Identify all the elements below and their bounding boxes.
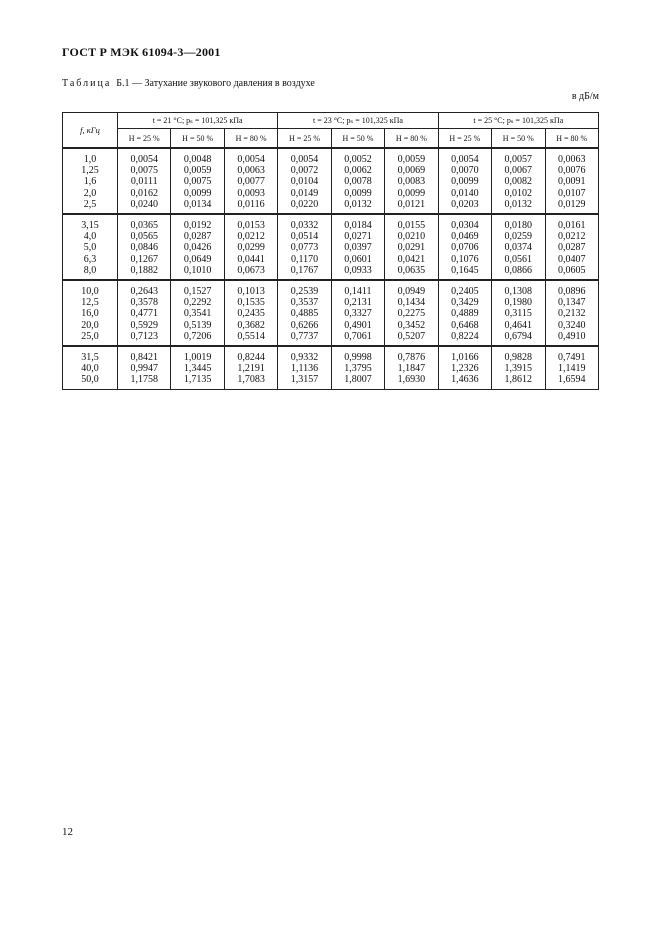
- frequency-cell: [63, 214, 118, 280]
- condition-header: t = 21 °С; pₛ = 101,325 кПа: [118, 113, 278, 129]
- attenuation-value: 0,0121: [397, 198, 426, 210]
- frequency-value: 20,0: [81, 319, 99, 331]
- page-number: 12: [62, 826, 73, 838]
- frequency-value: 25,0: [81, 330, 99, 342]
- attenuation-value: 0,0099: [344, 187, 372, 199]
- attenuation-value: 0,7737: [290, 330, 319, 342]
- attenuation-value: 0,3452: [397, 319, 426, 331]
- frequency-value: 31,5: [81, 352, 99, 364]
- attenuation-value: 0,0059: [397, 154, 426, 165]
- attenuation-value: 0,0933: [344, 264, 372, 276]
- frequency-group: [63, 346, 599, 389]
- attenuation-value: 0,2435: [237, 308, 265, 320]
- attenuation-value: 1,0019: [183, 352, 212, 364]
- attenuation-value: 0,1010: [183, 264, 212, 276]
- attenuation-value: 1,2326: [451, 363, 479, 375]
- attenuation-value: 1,1758: [130, 374, 158, 386]
- attenuation-value: 0,0063: [237, 165, 265, 177]
- attenuation-value: 0,4889: [451, 308, 479, 320]
- attenuation-value: 0,0132: [344, 198, 372, 210]
- attenuation-value: 0,0212: [237, 231, 265, 243]
- attenuation-value: 1,2191: [237, 363, 265, 375]
- attenuation-cell: [171, 280, 224, 346]
- humidity-header: H = 25 %: [118, 129, 171, 149]
- attenuation-value: 0,0240: [130, 198, 158, 210]
- frequency-group: [63, 214, 599, 280]
- attenuation-value: 1,6594: [558, 374, 586, 386]
- attenuation-value: 0,0078: [344, 176, 372, 188]
- attenuation-value: 0,0565: [130, 231, 158, 243]
- attenuation-value: 0,7061: [344, 330, 372, 342]
- attenuation-value: 0,5207: [397, 330, 426, 342]
- condition-header: t = 23 °С; pₛ = 101,325 кПа: [278, 113, 438, 129]
- attenuation-value: 0,3429: [451, 297, 479, 309]
- attenuation-value: 0,1434: [397, 297, 426, 309]
- attenuation-value: 0,0407: [558, 253, 586, 265]
- attenuation-value: 0,0054: [237, 154, 265, 165]
- attenuation-value: 1,1136: [290, 363, 319, 375]
- attenuation-value: 0,0271: [344, 231, 372, 243]
- attenuation-cell: [331, 280, 384, 346]
- attenuation-value: 0,1347: [558, 297, 586, 309]
- humidity-header: H = 50 %: [171, 129, 224, 149]
- attenuation-value: 0,0866: [504, 264, 533, 276]
- table-row: [63, 214, 599, 280]
- humidity-header: H = 80 %: [545, 129, 599, 149]
- attenuation-value: 0,0069: [397, 165, 426, 177]
- attenuation-value: 1,1847: [397, 363, 426, 375]
- attenuation-value: 0,1267: [130, 253, 158, 265]
- attenuation-cell: [385, 148, 438, 214]
- attenuation-value: 0,0365: [130, 220, 158, 232]
- attenuation-cell: [492, 346, 545, 389]
- attenuation-value: 0,4771: [130, 308, 158, 320]
- attenuation-value: 0,5139: [183, 319, 212, 331]
- frequency-value: 3,15: [81, 220, 99, 232]
- attenuation-value: 0,0287: [183, 231, 212, 243]
- attenuation-value: 0,0059: [183, 165, 212, 177]
- attenuation-value: 0,0063: [558, 154, 586, 165]
- attenuation-value: 0,5929: [130, 319, 158, 331]
- attenuation-cell: [385, 280, 438, 346]
- frequency-value: 6,3: [83, 253, 97, 265]
- attenuation-cell: [118, 346, 171, 389]
- attenuation-value: 0,0052: [344, 154, 372, 165]
- attenuation-value: 0,6266: [290, 319, 319, 331]
- humidity-header: H = 50 %: [331, 129, 384, 149]
- attenuation-value: 0,4901: [344, 319, 372, 331]
- attenuation-value: 0,4641: [504, 319, 533, 331]
- frequency-cell: [63, 280, 118, 346]
- attenuation-value: 0,9998: [344, 352, 372, 364]
- attenuation-value: 0,0220: [290, 198, 319, 210]
- table-caption-prefix: Таблица: [62, 78, 112, 89]
- attenuation-value: 0,0469: [451, 231, 479, 243]
- frequency-value: 16,0: [81, 308, 99, 320]
- attenuation-value: 0,4910: [558, 330, 586, 342]
- attenuation-value: 0,0299: [237, 242, 265, 254]
- attenuation-value: 0,2292: [183, 297, 212, 309]
- attenuation-value: 0,9828: [504, 352, 533, 364]
- attenuation-value: 0,7876: [397, 352, 426, 364]
- attenuation-value: 0,0605: [558, 264, 586, 276]
- frequency-group: [63, 280, 599, 346]
- attenuation-value: 0,0077: [237, 176, 265, 188]
- attenuation-value: 1,7135: [183, 374, 212, 386]
- attenuation-value: 0,2405: [451, 286, 479, 298]
- attenuation-value: 1,0166: [451, 352, 479, 364]
- attenuation-value: 0,0102: [504, 187, 533, 199]
- attenuation-value: 1,3157: [290, 374, 319, 386]
- frequency-value: 1,25: [81, 165, 99, 177]
- attenuation-cell: [545, 148, 599, 214]
- table-row: [63, 280, 599, 346]
- attenuation-value: 0,0057: [504, 154, 533, 165]
- attenuation-value: 0,3578: [130, 297, 158, 309]
- attenuation-value: 0,1535: [237, 297, 265, 309]
- attenuation-value: 0,1767: [290, 264, 319, 276]
- attenuation-value: 0,0561: [504, 253, 533, 265]
- frequency-value: 5,0: [83, 242, 97, 254]
- attenuation-value: 0,1882: [130, 264, 158, 276]
- attenuation-value: 0,0075: [183, 176, 212, 188]
- attenuation-value: 0,0203: [451, 198, 479, 210]
- frequency-value: 40,0: [81, 363, 99, 375]
- attenuation-value: 0,0099: [183, 187, 212, 199]
- frequency-value: 1,0: [83, 154, 97, 165]
- attenuation-cell: [224, 346, 277, 389]
- humidity-header: H = 25 %: [438, 129, 491, 149]
- attenuation-cell: [278, 214, 331, 280]
- attenuation-cell: [545, 280, 599, 346]
- attenuation-value: 0,7206: [183, 330, 212, 342]
- attenuation-cell: [278, 346, 331, 389]
- attenuation-value: 0,2643: [130, 286, 158, 298]
- attenuation-value: 0,0072: [290, 165, 319, 177]
- attenuation-value: 0,1076: [451, 253, 479, 265]
- attenuation-value: 0,8421: [130, 352, 158, 364]
- attenuation-cell: [545, 214, 599, 280]
- attenuation-value: 0,1170: [290, 253, 319, 265]
- attenuation-value: 0,0091: [558, 176, 586, 188]
- frequency-value: 2,0: [83, 187, 97, 199]
- attenuation-value: 0,8224: [451, 330, 479, 342]
- attenuation-value: 0,0397: [344, 242, 372, 254]
- attenuation-value: 0,0649: [183, 253, 212, 265]
- attenuation-cell: [118, 280, 171, 346]
- attenuation-value: 0,0099: [451, 176, 479, 188]
- attenuation-value: 0,1645: [451, 264, 479, 276]
- attenuation-value: 0,1527: [183, 286, 212, 298]
- attenuation-cell: [331, 148, 384, 214]
- attenuation-value: 0,0116: [237, 198, 265, 210]
- attenuation-value: 0,0192: [183, 220, 212, 232]
- attenuation-value: 0,0287: [558, 242, 586, 254]
- table-row: [63, 148, 599, 214]
- attenuation-value: 0,0846: [130, 242, 158, 254]
- attenuation-cell: [438, 346, 491, 389]
- attenuation-value: 0,0259: [504, 231, 533, 243]
- attenuation-value: 0,0949: [397, 286, 426, 298]
- attenuation-value: 0,0132: [504, 198, 533, 210]
- attenuation-value: 0,0067: [504, 165, 533, 177]
- humidity-header: H = 50 %: [492, 129, 545, 149]
- attenuation-value: 0,0140: [451, 187, 479, 199]
- attenuation-value: 0,9332: [290, 352, 319, 364]
- attenuation-value: 0,0153: [237, 220, 265, 232]
- attenuation-value: 0,0104: [290, 176, 319, 188]
- attenuation-value: 0,0426: [183, 242, 212, 254]
- attenuation-value: 0,0107: [558, 187, 586, 199]
- attenuation-cell: [492, 280, 545, 346]
- attenuation-value: 0,1980: [504, 297, 533, 309]
- attenuation-value: 0,0421: [397, 253, 426, 265]
- attenuation-cell: [171, 346, 224, 389]
- attenuation-value: 0,0161: [558, 220, 586, 232]
- attenuation-value: 1,4636: [451, 374, 479, 386]
- attenuation-value: 0,0773: [290, 242, 319, 254]
- attenuation-value: 0,0332: [290, 220, 319, 232]
- attenuation-value: 0,0162: [130, 187, 158, 199]
- table-row: [63, 346, 599, 389]
- attenuation-value: 0,0514: [290, 231, 319, 243]
- attenuation-cell: [118, 214, 171, 280]
- frequency-value: 50,0: [81, 374, 99, 386]
- attenuation-cell: [492, 214, 545, 280]
- attenuation-value: 0,2131: [344, 297, 372, 309]
- table-caption-text: Б.1 — Затухание звукового давления в воздухе: [116, 78, 315, 89]
- attenuation-cell: [385, 214, 438, 280]
- attenuation-value: 0,3682: [237, 319, 265, 331]
- frequency-value: 2,5: [83, 198, 97, 210]
- attenuation-value: 0,0706: [451, 242, 479, 254]
- attenuation-value: 1,7083: [237, 374, 265, 386]
- attenuation-value: 0,0180: [504, 220, 533, 232]
- attenuation-value: 0,0291: [397, 242, 426, 254]
- humidity-header: H = 25 %: [278, 129, 331, 149]
- attenuation-cell: [224, 214, 277, 280]
- attenuation-value: 0,0441: [237, 253, 265, 265]
- table-caption: [62, 78, 315, 89]
- attenuation-value: 0,0082: [504, 176, 533, 188]
- attenuation-value: 0,0210: [397, 231, 426, 243]
- attenuation-value: 0,3115: [504, 308, 532, 320]
- attenuation-value: 0,7123: [130, 330, 158, 342]
- attenuation-cell: [331, 346, 384, 389]
- attenuation-cell: [545, 346, 599, 389]
- attenuation-value: 1,6930: [397, 374, 426, 386]
- attenuation-value: 0,0896: [558, 286, 586, 298]
- unit-note: в дБ/м: [571, 91, 599, 102]
- attenuation-value: 0,0083: [397, 176, 426, 188]
- attenuation-cell: [278, 280, 331, 346]
- attenuation-value: 1,8612: [504, 374, 533, 386]
- attenuation-value: 0,0601: [344, 253, 372, 265]
- attenuation-value: 1,3795: [344, 363, 372, 375]
- attenuation-cell: [492, 148, 545, 214]
- attenuation-value: 0,2132: [558, 308, 586, 320]
- attenuation-value: 0,0673: [237, 264, 265, 276]
- attenuation-value: 1,3445: [183, 363, 212, 375]
- frequency-value: 12,5: [81, 297, 99, 309]
- attenuation-value: 1,8007: [344, 374, 372, 386]
- condition-header: t = 25 °С; pₛ = 101,325 кПа: [438, 113, 598, 129]
- attenuation-value: 0,1411: [344, 286, 372, 298]
- attenuation-value: 0,0099: [397, 187, 426, 199]
- attenuation-value: 0,0062: [344, 165, 372, 177]
- attenuation-value: 0,0048: [183, 154, 212, 165]
- attenuation-value: 0,0070: [451, 165, 479, 177]
- humidity-header: H = 80 %: [385, 129, 438, 149]
- frequency-cell: [63, 148, 118, 214]
- attenuation-value: 0,6468: [451, 319, 479, 331]
- attenuation-cell: [171, 148, 224, 214]
- attenuation-value: 0,8244: [237, 352, 265, 364]
- attenuation-value: 1,3915: [504, 363, 533, 375]
- attenuation-cell: [438, 214, 491, 280]
- attenuation-value: 0,0635: [397, 264, 426, 276]
- attenuation-cell: [224, 148, 277, 214]
- attenuation-value: 0,0149: [290, 187, 319, 199]
- attenuation-table: [62, 112, 599, 390]
- document-header: ГОСТ Р МЭК 61094-3—2001: [62, 45, 221, 59]
- attenuation-value: 0,0304: [451, 220, 479, 232]
- attenuation-value: 0,3240: [558, 319, 586, 331]
- frequency-value: 4,0: [83, 231, 97, 243]
- attenuation-value: 0,2275: [397, 308, 426, 320]
- attenuation-value: 0,0155: [397, 220, 426, 232]
- attenuation-cell: [118, 148, 171, 214]
- attenuation-value: 0,9947: [130, 363, 158, 375]
- attenuation-value: 0,6794: [504, 330, 533, 342]
- attenuation-value: 0,0134: [183, 198, 212, 210]
- frequency-value: 10,0: [81, 286, 99, 298]
- attenuation-value: 0,0054: [451, 154, 479, 165]
- attenuation-value: 0,0212: [558, 231, 586, 243]
- attenuation-value: 0,3537: [290, 297, 319, 309]
- attenuation-value: 0,0054: [130, 154, 158, 165]
- attenuation-value: 0,1013: [237, 286, 265, 298]
- attenuation-cell: [278, 148, 331, 214]
- attenuation-value: 0,0374: [504, 242, 533, 254]
- attenuation-value: 1,1419: [558, 363, 586, 375]
- attenuation-cell: [331, 214, 384, 280]
- frequency-value: 8,0: [83, 264, 97, 276]
- attenuation-value: 0,0076: [558, 165, 586, 177]
- attenuation-value: 0,0111: [130, 176, 158, 188]
- frequency-header: f, кГц: [63, 113, 118, 149]
- attenuation-value: 0,0093: [237, 187, 265, 199]
- attenuation-cell: [438, 280, 491, 346]
- attenuation-cell: [171, 214, 224, 280]
- attenuation-cell: [438, 148, 491, 214]
- attenuation-value: 0,3327: [344, 308, 372, 320]
- attenuation-cell: [385, 346, 438, 389]
- attenuation-value: 0,0129: [558, 198, 586, 210]
- attenuation-value: 0,2539: [290, 286, 319, 298]
- attenuation-value: 0,0075: [130, 165, 158, 177]
- attenuation-value: 0,7491: [558, 352, 586, 364]
- attenuation-value: 0,3541: [183, 308, 212, 320]
- attenuation-value: 0,4885: [290, 308, 319, 320]
- frequency-group: [63, 148, 599, 214]
- frequency-cell: [63, 346, 118, 389]
- attenuation-value: 0,5514: [237, 330, 265, 342]
- attenuation-cell: [224, 280, 277, 346]
- humidity-header: H = 80 %: [224, 129, 277, 149]
- frequency-value: 1,6: [83, 176, 97, 188]
- attenuation-value: 0,1308: [504, 286, 533, 298]
- attenuation-value: 0,0184: [344, 220, 372, 232]
- attenuation-value: 0,0054: [290, 154, 319, 165]
